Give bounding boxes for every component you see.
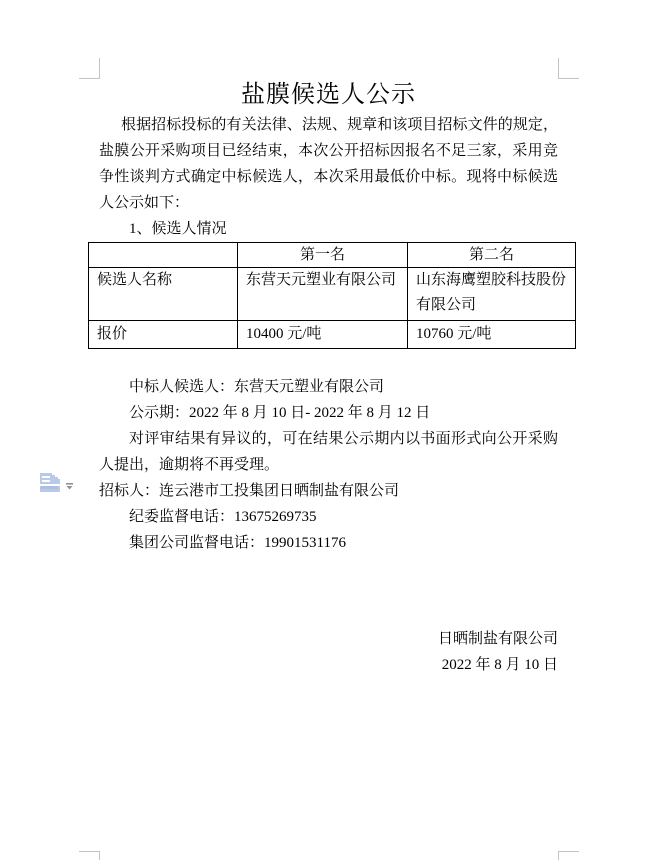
- chevron-down-icon: [65, 477, 74, 495]
- table-header-rank-1: 第一名: [238, 243, 408, 268]
- row-label-candidate-name: 候选人名称: [89, 268, 238, 321]
- row-label-price: 报价: [89, 321, 238, 349]
- candidate-2-name: 山东海鹰塑胶科技股份有限公司: [408, 268, 576, 321]
- candidate-1-price: 10400 元/吨: [238, 321, 408, 349]
- paragraph-line: 争性谈判方式确定中标候选人，本次采用最低价中标。现将中标候选: [99, 169, 558, 185]
- candidate-1-name: 东营天元塑业有限公司: [238, 268, 408, 321]
- crop-mark-bottom-right: [558, 851, 579, 860]
- candidates-table: [88, 242, 576, 349]
- document-body: [97, 78, 567, 678]
- paragraph-line: 根据招标投标的有关法律、法规、规章和该项目招标文件的规定，: [121, 117, 558, 133]
- crop-mark-bottom-left: [79, 851, 100, 860]
- objection-line: 对评审结果有异议的，可在结果公示期内以书面形式向公开采购: [129, 431, 558, 447]
- phone-line-group: 集团公司监督电话：19901531176: [129, 535, 346, 551]
- paste-options-icon: [39, 471, 61, 500]
- page-title: 盐膜候选人公示: [241, 82, 416, 108]
- table-row: [89, 268, 576, 321]
- signature-company: 日晒制盐有限公司: [437, 631, 558, 647]
- crop-mark-top-left: [79, 58, 100, 79]
- winner-line: 中标人候选人：东营天元塑业有限公司: [129, 379, 385, 395]
- publicity-period-line: 公示期：2022 年 8 月 10 日- 2022 年 8 月 12 日: [129, 405, 431, 421]
- section-heading: 1、候选人情况: [129, 221, 227, 237]
- paragraph-line: 人公示如下：: [99, 195, 190, 211]
- blank-line: [99, 349, 558, 374]
- table-header-rank-2: 第二名: [408, 243, 576, 268]
- candidate-2-price: 10760 元/吨: [408, 321, 576, 349]
- phone-line-discipline: 纪委监督电话：13675269735: [129, 509, 317, 525]
- objection-line: 人提出，逾期将不再受理。: [99, 457, 280, 473]
- blank-lines: [99, 556, 558, 626]
- paste-options-button[interactable]: [39, 471, 74, 500]
- table-row: [89, 321, 576, 349]
- table-header-row: [89, 243, 576, 268]
- crop-mark-top-right: [558, 58, 579, 79]
- table-header-blank: [89, 243, 238, 268]
- signature-date: 2022 年 8 月 10 日: [441, 657, 558, 673]
- paragraph-line: 盐膜公开采购项目已经结束，本次公开招标因报名不足三家，采用竞: [99, 143, 558, 159]
- tenderee-line: 招标人：连云港市工投集团日晒制盐有限公司: [99, 483, 400, 499]
